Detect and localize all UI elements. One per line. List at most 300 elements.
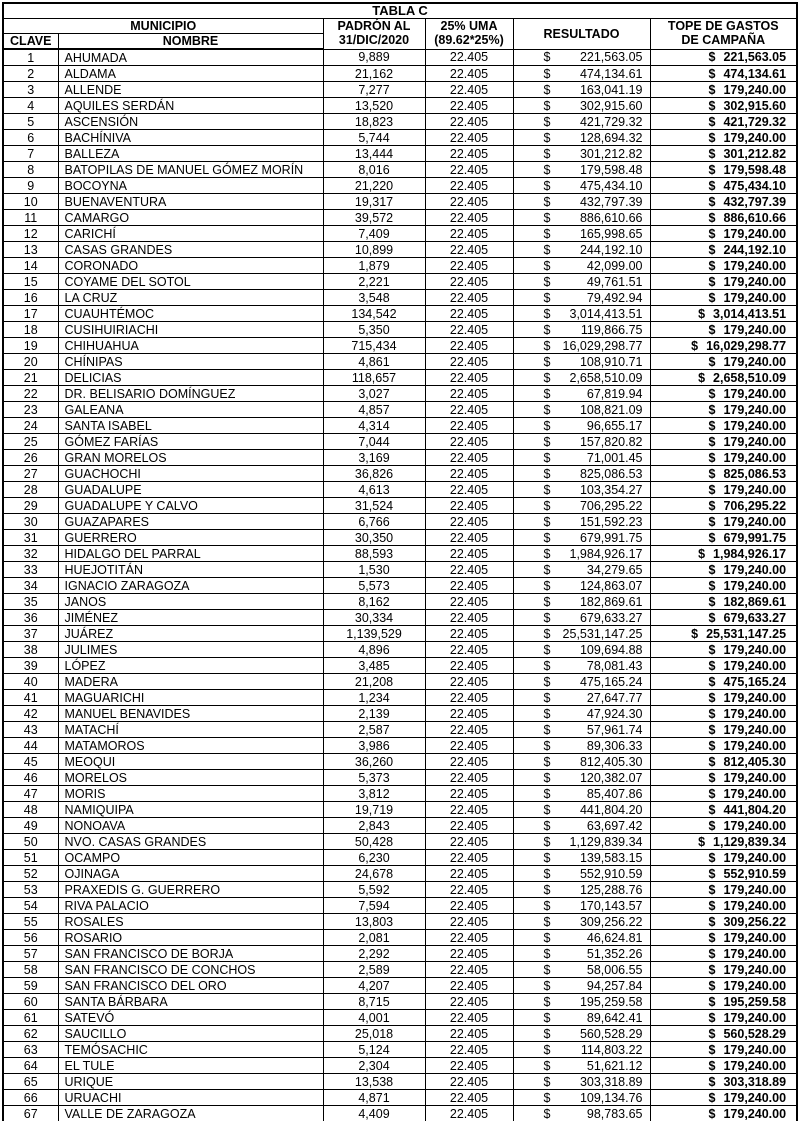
cell-clave: 57 (3, 946, 58, 962)
cell-padron: 1,530 (323, 562, 425, 578)
tope-value: 179,240.00 (723, 482, 787, 497)
cell-uma: 22.405 (425, 434, 513, 450)
currency-symbol: $ (543, 98, 551, 113)
tope-value: 421,729.32 (723, 114, 787, 129)
cell-resultado (513, 994, 650, 1010)
cell-padron: 4,896 (323, 642, 425, 658)
currency-symbol: $ (543, 306, 551, 321)
header-municipio: MUNICIPIO (3, 19, 323, 34)
cell-clave: 36 (3, 610, 58, 626)
cell-clave: 8 (3, 162, 58, 178)
tope-value: 179,240.00 (723, 706, 787, 721)
tope-value: 195,259.58 (723, 994, 787, 1009)
cell-padron: 36,826 (323, 466, 425, 482)
tope-value: 179,240.00 (723, 1010, 787, 1025)
table-row (3, 978, 797, 994)
cell-uma: 22.405 (425, 546, 513, 562)
currency-symbol: $ (708, 1042, 716, 1057)
cell-tope (650, 626, 797, 642)
resultado-value: 195,259.58 (579, 994, 643, 1009)
cell-tope (650, 338, 797, 354)
resultado-value: 3,014,413.51 (569, 306, 643, 321)
currency-symbol: $ (543, 50, 551, 65)
currency-symbol: $ (543, 1090, 551, 1105)
cell-resultado (513, 626, 650, 642)
cell-resultado (513, 882, 650, 898)
cell-clave: 18 (3, 322, 58, 338)
cell-nombre: ASCENSIÓN (58, 114, 323, 130)
cell-nombre: GÓMEZ FARÍAS (58, 434, 323, 450)
currency-symbol: $ (708, 674, 716, 689)
cell-clave: 53 (3, 882, 58, 898)
cell-tope (650, 1106, 797, 1121)
table-row (3, 498, 797, 514)
cell-padron: 5,573 (323, 578, 425, 594)
cell-clave: 9 (3, 178, 58, 194)
cell-tope (650, 194, 797, 210)
resultado-value: 441,804.20 (579, 802, 643, 817)
currency-symbol: $ (543, 738, 551, 753)
cell-clave: 60 (3, 994, 58, 1010)
resultado-value: 103,354.27 (579, 482, 643, 497)
cell-padron: 24,678 (323, 866, 425, 882)
tope-value: 475,165.24 (723, 674, 787, 689)
currency-symbol: $ (708, 66, 716, 81)
currency-symbol: $ (708, 194, 716, 209)
cell-tope (650, 802, 797, 818)
currency-symbol: $ (708, 98, 716, 113)
currency-symbol: $ (708, 242, 716, 257)
cell-padron: 2,139 (323, 706, 425, 722)
cell-resultado (513, 562, 650, 578)
tope-value: 2,658,510.09 (713, 370, 787, 385)
cell-clave: 61 (3, 1010, 58, 1026)
cell-nombre: CARICHÍ (58, 226, 323, 242)
header-padron-line2: 31/DIC/2020 (338, 32, 410, 47)
currency-symbol: $ (543, 226, 551, 241)
currency-symbol: $ (708, 770, 716, 785)
tope-value: 179,240.00 (723, 258, 787, 273)
table-row (3, 1058, 797, 1074)
tope-value: 221,563.05 (723, 50, 787, 65)
table-row (3, 866, 797, 882)
table-row (3, 994, 797, 1010)
cell-uma: 22.405 (425, 722, 513, 738)
cell-clave: 66 (3, 1090, 58, 1106)
cell-uma: 22.405 (425, 738, 513, 754)
cell-clave: 12 (3, 226, 58, 242)
tope-value: 812,405.30 (723, 754, 787, 769)
currency-symbol: $ (543, 1074, 551, 1089)
currency-symbol: $ (708, 402, 716, 417)
resultado-value: 825,086.53 (579, 466, 643, 481)
cell-resultado (513, 1010, 650, 1026)
currency-symbol: $ (543, 114, 551, 129)
cell-nombre: GUAZAPARES (58, 514, 323, 530)
table-row (3, 626, 797, 642)
cell-uma: 22.405 (425, 242, 513, 258)
cell-tope (650, 370, 797, 386)
table-row (3, 530, 797, 546)
resultado-value: 89,306.33 (586, 738, 643, 753)
currency-symbol: $ (543, 882, 551, 897)
cell-uma: 22.405 (425, 610, 513, 626)
cell-nombre: TEMÓSACHIC (58, 1042, 323, 1058)
table-body (3, 49, 797, 1121)
cell-nombre: HUEJOTITÁN (58, 562, 323, 578)
cell-nombre: BACHÍNIVA (58, 130, 323, 146)
tope-value: 179,240.00 (723, 290, 787, 305)
tope-value: 3,014,413.51 (713, 306, 787, 321)
cell-nombre: LÓPEZ (58, 658, 323, 674)
cell-resultado (513, 658, 650, 674)
cell-resultado (513, 946, 650, 962)
cell-uma: 22.405 (425, 946, 513, 962)
resultado-value: 42,099.00 (586, 258, 643, 273)
cell-tope (650, 850, 797, 866)
cell-uma: 22.405 (425, 482, 513, 498)
cell-padron: 9,889 (323, 49, 425, 66)
tope-value: 179,240.00 (723, 226, 787, 241)
header-padron-line1: PADRÓN AL (337, 19, 411, 34)
resultado-value: 303,318.89 (579, 1074, 643, 1089)
cell-resultado (513, 674, 650, 690)
tope-value: 309,256.22 (723, 914, 787, 929)
table-row (3, 754, 797, 770)
table-row (3, 130, 797, 146)
table-row (3, 162, 797, 178)
currency-symbol: $ (708, 50, 716, 65)
cell-nombre: CUSIHUIRIACHI (58, 322, 323, 338)
table-title: TABLA C (3, 3, 797, 19)
cell-tope (650, 162, 797, 178)
cell-resultado (513, 258, 650, 274)
cell-clave: 19 (3, 338, 58, 354)
cell-resultado (513, 930, 650, 946)
cell-padron: 5,124 (323, 1042, 425, 1058)
cell-clave: 29 (3, 498, 58, 514)
cell-resultado (513, 274, 650, 290)
cell-tope (650, 818, 797, 834)
cell-resultado (513, 82, 650, 98)
cell-uma: 22.405 (425, 578, 513, 594)
cell-uma: 22.405 (425, 642, 513, 658)
cell-tope (650, 402, 797, 418)
currency-symbol: $ (708, 146, 716, 161)
cell-clave: 51 (3, 850, 58, 866)
cell-uma: 22.405 (425, 834, 513, 850)
table-row (3, 882, 797, 898)
tope-value: 179,240.00 (723, 322, 787, 337)
resultado-value: 108,910.71 (579, 354, 643, 369)
cell-clave: 3 (3, 82, 58, 98)
resultado-value: 47,924.30 (586, 706, 643, 721)
cell-padron: 4,001 (323, 1010, 425, 1026)
currency-symbol: $ (543, 354, 551, 369)
cell-uma: 22.405 (425, 194, 513, 210)
cell-uma: 22.405 (425, 498, 513, 514)
resultado-value: 120,382.07 (579, 770, 643, 785)
cell-tope (650, 66, 797, 82)
currency-symbol: $ (543, 930, 551, 945)
table-row (3, 946, 797, 962)
currency-symbol: $ (543, 146, 551, 161)
tope-value: 179,240.00 (723, 354, 787, 369)
cell-padron: 25,018 (323, 1026, 425, 1042)
cell-clave: 65 (3, 1074, 58, 1090)
cell-uma: 22.405 (425, 290, 513, 306)
cell-nombre: SAN FRANCISCO DE BORJA (58, 946, 323, 962)
cell-padron: 3,169 (323, 450, 425, 466)
resultado-value: 67,819.94 (586, 386, 643, 401)
cell-uma: 22.405 (425, 1026, 513, 1042)
currency-symbol: $ (543, 258, 551, 273)
cell-nombre: CHÍNIPAS (58, 354, 323, 370)
cell-resultado (513, 386, 650, 402)
cell-uma: 22.405 (425, 1106, 513, 1121)
cell-nombre: BATOPILAS DE MANUEL GÓMEZ MORÍN (58, 162, 323, 178)
tope-value: 179,240.00 (723, 786, 787, 801)
currency-symbol: $ (543, 978, 551, 993)
cell-resultado (513, 434, 650, 450)
table-row (3, 322, 797, 338)
cell-padron: 7,409 (323, 226, 425, 242)
cell-clave: 22 (3, 386, 58, 402)
tope-value: 179,240.00 (723, 978, 787, 993)
cell-resultado (513, 162, 650, 178)
cell-padron: 3,548 (323, 290, 425, 306)
table-row (3, 226, 797, 242)
cell-tope (650, 674, 797, 690)
currency-symbol: $ (708, 114, 716, 129)
cell-nombre: AHUMADA (58, 49, 323, 66)
cell-resultado (513, 706, 650, 722)
cell-clave: 35 (3, 594, 58, 610)
resultado-value: 2,658,510.09 (569, 370, 643, 385)
cell-uma: 22.405 (425, 370, 513, 386)
tope-value: 179,240.00 (723, 402, 787, 417)
cell-uma: 22.405 (425, 210, 513, 226)
table-row (3, 706, 797, 722)
currency-symbol: $ (543, 754, 551, 769)
currency-symbol: $ (543, 178, 551, 193)
cell-tope (650, 546, 797, 562)
cell-clave: 5 (3, 114, 58, 130)
cell-resultado (513, 98, 650, 114)
cell-resultado (513, 578, 650, 594)
tope-value: 1,984,926.17 (713, 546, 787, 561)
table-row (3, 594, 797, 610)
cell-nombre: DELICIAS (58, 370, 323, 386)
currency-symbol: $ (708, 482, 716, 497)
cell-padron: 4,207 (323, 978, 425, 994)
currency-symbol: $ (543, 802, 551, 817)
cell-nombre: VALLE DE ZARAGOZA (58, 1106, 323, 1121)
tope-value: 179,240.00 (723, 738, 787, 753)
cell-resultado (513, 722, 650, 738)
cell-uma: 22.405 (425, 82, 513, 98)
table-row (3, 354, 797, 370)
cell-padron: 2,587 (323, 722, 425, 738)
resultado-value: 51,621.12 (586, 1058, 643, 1073)
cell-uma: 22.405 (425, 626, 513, 642)
cell-padron: 6,230 (323, 850, 425, 866)
resultado-value: 89,642.41 (586, 1010, 643, 1025)
currency-symbol: $ (708, 514, 716, 529)
cell-clave: 14 (3, 258, 58, 274)
resultado-value: 886,610.66 (579, 210, 643, 225)
cell-tope (650, 1026, 797, 1042)
table-row (3, 370, 797, 386)
header-row-group (3, 19, 797, 34)
currency-symbol: $ (708, 178, 716, 193)
tope-value: 179,240.00 (723, 274, 787, 289)
cell-clave: 44 (3, 738, 58, 754)
cell-padron: 7,594 (323, 898, 425, 914)
resultado-value: 79,492.94 (586, 290, 643, 305)
cell-padron: 2,081 (323, 930, 425, 946)
currency-symbol: $ (543, 370, 551, 385)
tabla-c (2, 2, 798, 1121)
cell-padron: 4,857 (323, 402, 425, 418)
cell-nombre: CAMARGO (58, 210, 323, 226)
cell-tope (650, 978, 797, 994)
currency-symbol: $ (543, 322, 551, 337)
cell-padron: 1,879 (323, 258, 425, 274)
currency-symbol: $ (543, 466, 551, 481)
header-uma-line1: 25% UMA (440, 19, 498, 34)
cell-tope (650, 738, 797, 754)
tope-value: 179,240.00 (723, 898, 787, 913)
tope-value: 16,029,298.77 (706, 338, 787, 353)
currency-symbol: $ (708, 642, 716, 657)
table-row (3, 914, 797, 930)
resultado-value: 49,761.51 (586, 274, 643, 289)
resultado-value: 165,998.65 (579, 226, 643, 241)
tope-value: 706,295.22 (723, 498, 787, 513)
cell-tope (650, 658, 797, 674)
currency-symbol: $ (543, 1058, 551, 1073)
tope-value: 179,240.00 (723, 514, 787, 529)
currency-symbol: $ (543, 290, 551, 305)
currency-symbol: $ (708, 1106, 716, 1121)
cell-uma: 22.405 (425, 866, 513, 882)
resultado-value: 34,279.65 (586, 562, 643, 577)
tope-value: 179,240.00 (723, 930, 787, 945)
resultado-value: 163,041.19 (579, 82, 643, 97)
tope-value: 679,991.75 (723, 530, 787, 545)
table-row (3, 178, 797, 194)
cell-clave: 11 (3, 210, 58, 226)
table-row (3, 466, 797, 482)
cell-nombre: CORONADO (58, 258, 323, 274)
resultado-value: 432,797.39 (579, 194, 643, 209)
cell-nombre: SAUCILLO (58, 1026, 323, 1042)
cell-nombre: OCAMPO (58, 850, 323, 866)
cell-nombre: MADERA (58, 674, 323, 690)
tope-value: 179,598.48 (723, 162, 787, 177)
currency-symbol: $ (708, 962, 716, 977)
cell-uma: 22.405 (425, 338, 513, 354)
table-row (3, 850, 797, 866)
tope-value: 179,240.00 (723, 850, 787, 865)
cell-resultado (513, 834, 650, 850)
cell-clave: 47 (3, 786, 58, 802)
cell-nombre: GRAN MORELOS (58, 450, 323, 466)
cell-resultado (513, 194, 650, 210)
resultado-value: 108,821.09 (579, 402, 643, 417)
cell-padron: 3,986 (323, 738, 425, 754)
cell-padron: 5,350 (323, 322, 425, 338)
resultado-value: 57,961.74 (586, 722, 643, 737)
cell-padron: 19,719 (323, 802, 425, 818)
tope-value: 179,240.00 (723, 1042, 787, 1057)
tope-value: 179,240.00 (723, 642, 787, 657)
currency-symbol: $ (698, 370, 706, 385)
cell-nombre: BALLEZA (58, 146, 323, 162)
tope-value: 679,633.27 (723, 610, 787, 625)
cell-nombre: JIMÉNEZ (58, 610, 323, 626)
cell-clave: 34 (3, 578, 58, 594)
cell-uma: 22.405 (425, 258, 513, 274)
cell-resultado (513, 290, 650, 306)
cell-padron: 4,861 (323, 354, 425, 370)
cell-clave: 48 (3, 802, 58, 818)
cell-uma: 22.405 (425, 162, 513, 178)
cell-tope (650, 1090, 797, 1106)
tope-value: 432,797.39 (723, 194, 787, 209)
cell-padron: 4,314 (323, 418, 425, 434)
currency-symbol: $ (543, 642, 551, 657)
cell-clave: 55 (3, 914, 58, 930)
cell-nombre: NONOAVA (58, 818, 323, 834)
cell-nombre: MANUEL BENAVIDES (58, 706, 323, 722)
tope-value: 179,240.00 (723, 386, 787, 401)
table-row (3, 546, 797, 562)
tope-value: 244,192.10 (723, 242, 787, 257)
currency-symbol: $ (543, 898, 551, 913)
cell-clave: 30 (3, 514, 58, 530)
tope-value: 179,240.00 (723, 1058, 787, 1073)
cell-uma: 22.405 (425, 914, 513, 930)
cell-uma: 22.405 (425, 98, 513, 114)
cell-nombre: IGNACIO ZARAGOZA (58, 578, 323, 594)
cell-clave: 17 (3, 306, 58, 322)
resultado-value: 301,212.82 (579, 146, 643, 161)
cell-clave: 20 (3, 354, 58, 370)
cell-tope (650, 482, 797, 498)
cell-tope (650, 898, 797, 914)
currency-symbol: $ (708, 434, 716, 449)
cell-nombre: MAGUARICHI (58, 690, 323, 706)
resultado-value: 552,910.59 (579, 866, 643, 881)
cell-clave: 58 (3, 962, 58, 978)
cell-clave: 26 (3, 450, 58, 466)
tope-value: 179,240.00 (723, 658, 787, 673)
currency-symbol: $ (708, 802, 716, 817)
cell-resultado (513, 786, 650, 802)
cell-tope (650, 226, 797, 242)
cell-tope (650, 258, 797, 274)
table-row (3, 1026, 797, 1042)
cell-uma: 22.405 (425, 1042, 513, 1058)
cell-clave: 25 (3, 434, 58, 450)
cell-clave: 2 (3, 66, 58, 82)
cell-clave: 21 (3, 370, 58, 386)
cell-uma: 22.405 (425, 178, 513, 194)
resultado-value: 16,029,298.77 (562, 338, 643, 353)
cell-resultado (513, 370, 650, 386)
